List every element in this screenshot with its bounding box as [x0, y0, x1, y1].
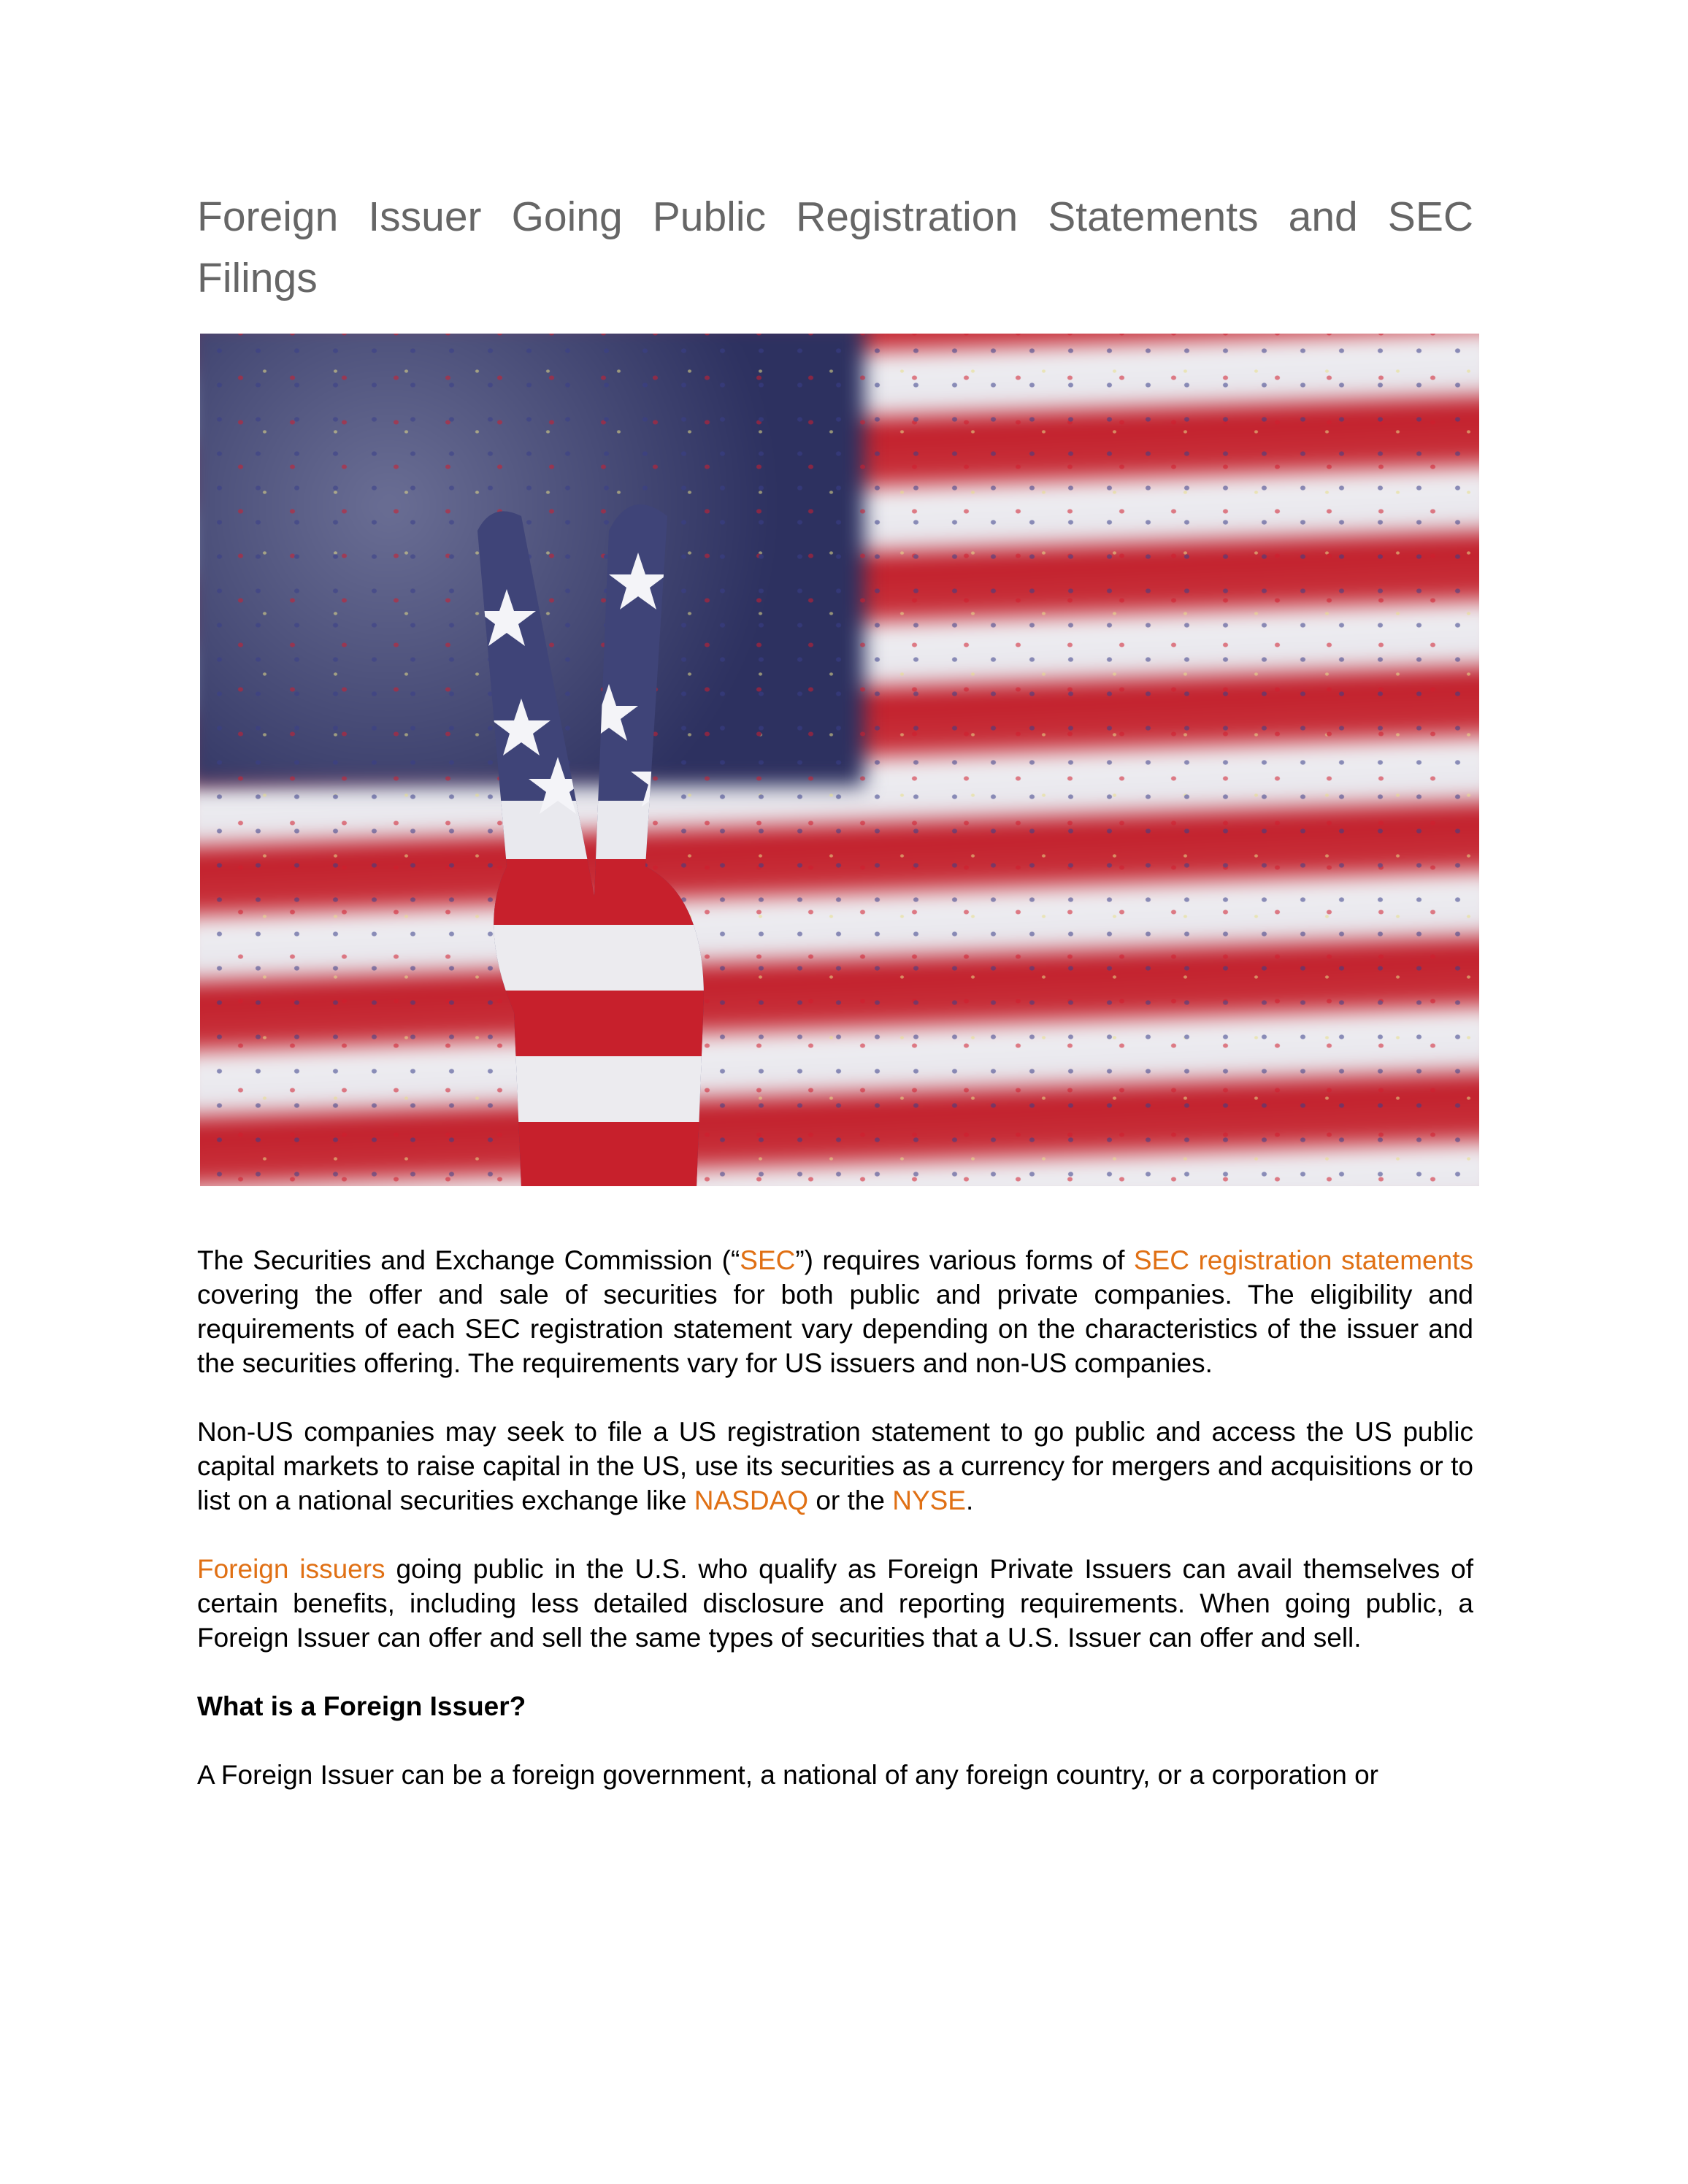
section-heading: What is a Foreign Issuer?: [197, 1691, 526, 1721]
document-page: [197, 186, 1473, 1826]
text: Non-US companies may seek to file a US registration statement to go public and access the US public capital markets to raise capital in the US, use its securities as a currency for mergers and acquisitions or to list on a national securities exchange like: [197, 1417, 1473, 1515]
link-sec[interactable]: SEC: [740, 1245, 796, 1275]
text: The Securities and Exchange Commission (“: [197, 1245, 740, 1275]
link-sec-registration-statements[interactable]: SEC registration statements: [1133, 1245, 1473, 1275]
text: ”) requires various forms of: [795, 1245, 1134, 1275]
paragraph-foreign-issuers: [197, 1552, 1473, 1655]
text: .: [966, 1485, 974, 1515]
link-foreign-issuers[interactable]: Foreign issuers: [197, 1554, 385, 1584]
peace-hand-icon: [463, 487, 726, 1186]
paragraph-non-us: [197, 1415, 1473, 1518]
link-nasdaq[interactable]: NASDAQ: [694, 1485, 809, 1515]
confetti: [200, 334, 1479, 1186]
page-title: Foreign Issuer Going Public Registration Statements and SEC Filings: [197, 193, 1473, 301]
text: or the: [808, 1485, 893, 1515]
link-nyse[interactable]: NYSE: [892, 1485, 966, 1515]
text: covering the offer and sale of securities for both public and private companies. The eligibility and requirements of each SEC registration statement vary depending on the characteristics of the issuer and the securities offering. The requirements vary for US issuers and non-US companies.: [197, 1280, 1473, 1378]
paragraph-definition: A Foreign Issuer can be a foreign government, a national of any foreign country, or a corporation or: [197, 1760, 1378, 1790]
text: going public in the U.S. who qualify as Foreign Private Issuers can avail themselves of certain benefits, including less detailed disclosure and reporting requirements. When going public, a Foreign Issuer can offer and sell the same types of securities that a U.S. Issuer can offer and sell.: [197, 1554, 1473, 1653]
paragraph-intro: [197, 1243, 1473, 1380]
us-flag-peace-hand-image: [200, 334, 1479, 1186]
